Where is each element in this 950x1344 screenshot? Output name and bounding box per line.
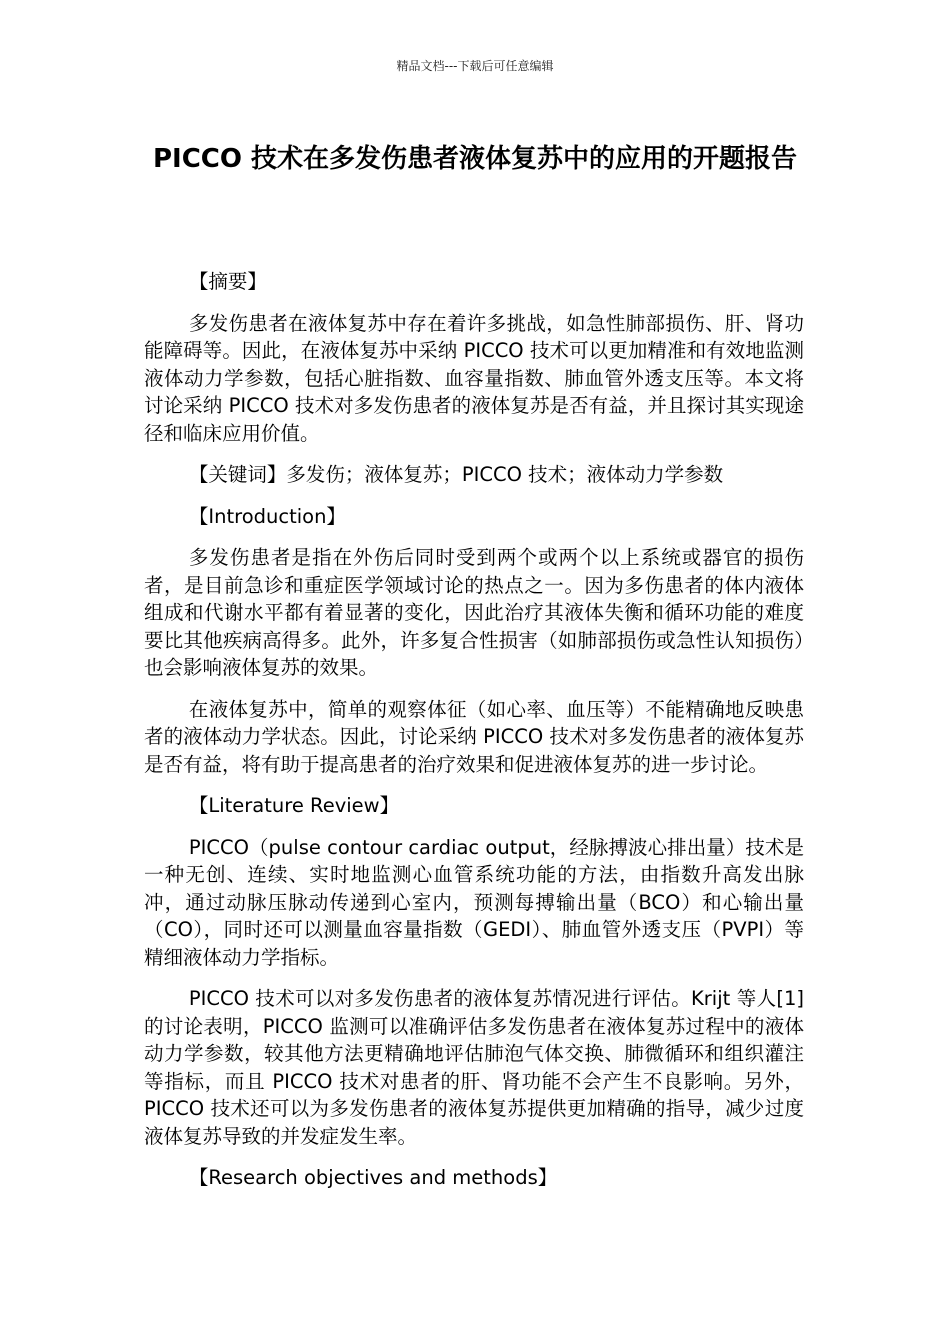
introduction-heading: 【Introduction】	[188, 504, 346, 528]
research-methods-heading: 【Research objectives and methods】	[188, 1166, 558, 1189]
introduction-paragraph-2: 在液体复苏中，简单的观察体征（如心率、血压等）不能精确地反映患者的液体动力学状态。因此，讨论采纳 PICCO 技术对多发伤患者的液体复苏是否有益，将有助于提高患者的治疗效果和促进液体复苏的进一步讨论。	[144, 697, 804, 776]
abstract-paragraph: 多发伤患者在液体复苏中存在着许多挑战，如急性肺部损伤、肝、肾功能障碍等。因此，在液体复苏中采纳 PICCO 技术可以更加精准和有效地监测液体动力学参数，包括心脏指数、血容量指数、肺血管外透支压等。本文将讨论采纳 PICCO 技术对多发伤患者的液体复苏是否有益，并且探讨其实现途径和临床应用价值。	[144, 311, 804, 445]
literature-review-heading: 【Literature Review】	[188, 794, 400, 817]
page-title: PICCO 技术在多发伤患者液体复苏中的应用的开题报告	[152, 144, 798, 174]
literature-paragraph-2: PICCO 技术可以对多发伤患者的液体复苏情况进行评估。Krijt 等人[1]的讨论表明，PICCO 监测可以准确评估多发伤患者在液体复苏过程中的液体动力学参数，较其他方法更精确地评估肺泡气体交换、肺微循环和组织灌注等指标，而且 PICCO 技术对患者的肝、肾功能不会产生不良影响。另外，PICCO 技术还可以为多发伤患者的液体复苏提供更加精确的指导，减少过度液体复苏导致的并发症发生率。	[144, 987, 804, 1148]
document-body	[144, 268, 804, 1206]
literature-paragraph-1: PICCO（pulse contour cardiac output，经脉搏波心排出量）技术是一种无创、连续、实时地监测心血管系统功能的方法，由指数升高发出脉冲，通过动脉压脉动传递到心室内，预测每搏输出量（BCO）和心输出量（CO），同时还可以测量血容量指数（GEDI）、肺血管外透支压（PVPI）等精细液体动力学指标。	[144, 835, 804, 969]
abstract-heading: 【摘要】	[188, 270, 267, 293]
keywords-line: 【关键词】多发伤；液体复苏；PICCO 技术；液体动力学参数	[188, 463, 724, 486]
header-note: 精品文档---下载后可任意编辑	[396, 59, 554, 73]
introduction-paragraph-1: 多发伤患者是指在外伤后同时受到两个或两个以上系统或器官的损伤者，是目前急诊和重症医学领域讨论的热点之一。因为多伤患者的体内液体组成和代谢水平都有着显著的变化，因此治疗其液体失衡和循环功能的难度要比其他疾病高得多。此外，许多复合性损害（如肺部损伤或急性认知损伤）也会影响液体复苏的效果。	[144, 546, 804, 679]
